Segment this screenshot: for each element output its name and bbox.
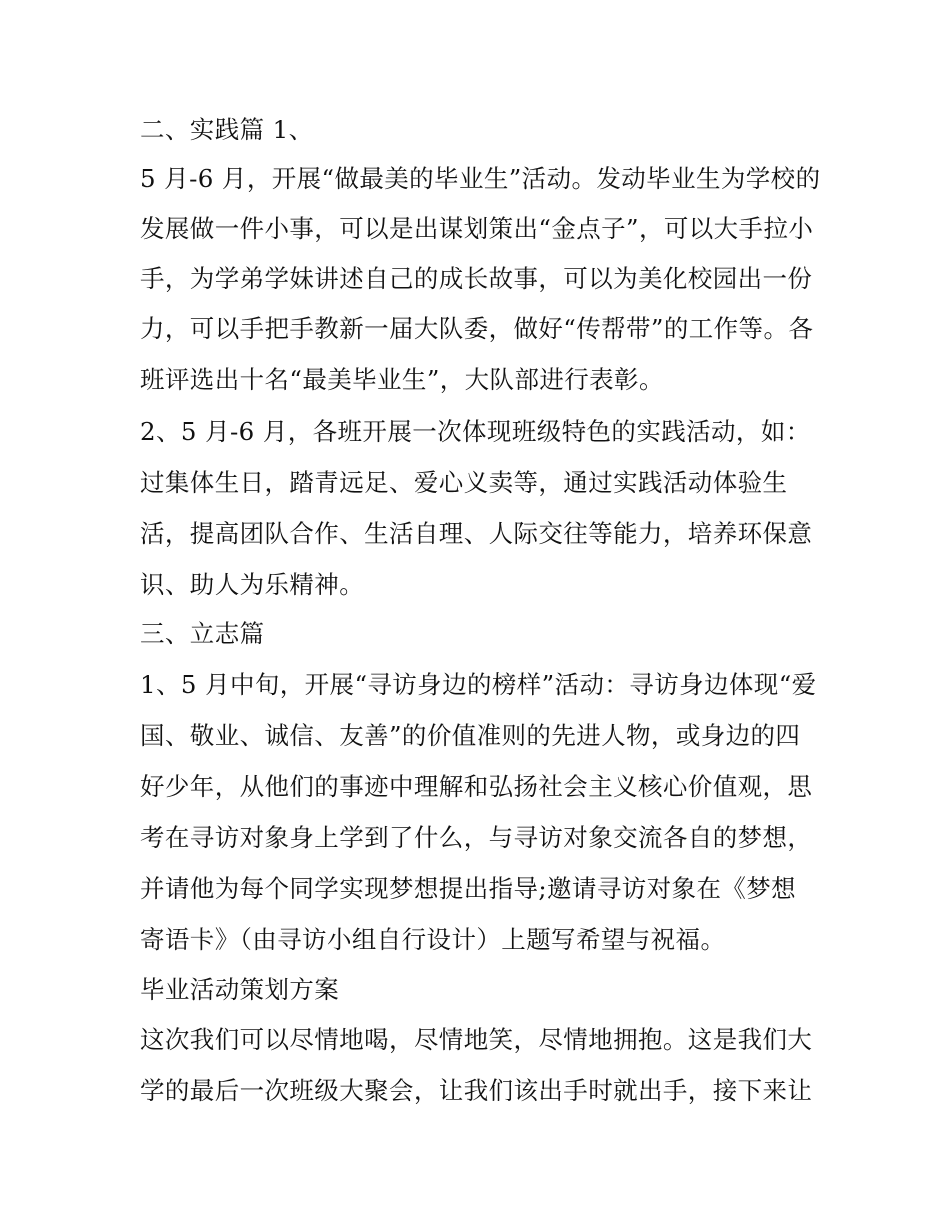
text-line: 寄语卡》（由寻访小组自行设计）上题写希望与祝福。 [140,925,726,954]
text-line: 班评选出十名“最美毕业生”，大队部进行表彰。 [140,365,664,394]
plan-title: 毕业活动策划方案 [140,975,340,1004]
text-line: 过集体生日，踏青远足、爱心义卖等，通过实践活动体验生 [140,468,788,497]
text-line: 2、5 月-6 月，各班开展一次体现班级特色的实践活动，如： [140,417,811,446]
text-line: 学的最后一次班级大聚会，让我们该出手时就出手，接下来让 [140,1076,813,1105]
text-line: 发展做一件小事，可以是出谋划策出“金点子”，可以大手拉小 [140,214,814,243]
text-line: 并请他为每个同学实现梦想提出指导;邀请寻访对象在《梦想 [140,874,797,903]
text-line: 1、5 月中旬，开展“寻访身边的榜样”活动：寻访身边体现“爱 [140,670,817,699]
section-heading-practice: 二、实践篇 1、 [140,115,314,144]
text-line: 识、助人为乐精神。 [140,570,365,599]
text-line: 考在寻访对象身上学到了什么，与寻访对象交流各自的梦想， [140,823,813,852]
text-line: 活，提高团队合作、生活自理、人际交往等能力，培养环保意 [140,519,813,548]
text-line: 手，为学弟学妹讲述自己的成长故事，可以为美化校园出一份 [140,264,813,293]
section-heading-aspiration: 三、立志篇 [140,619,265,648]
text-line: 5 月-6 月，开展“做最美的毕业生”活动。发动毕业生为学校的 [140,164,821,193]
text-line: 好少年，从他们的事迹中理解和弘扬社会主义核心价值观，思 [140,772,813,801]
text-line: 力，可以手把手教新一届大队委，做好“传帮带”的工作等。各 [140,314,814,343]
text-line: 这次我们可以尽情地喝，尽情地笑，尽情地拥抱。这是我们大 [140,1025,813,1054]
text-line: 国、敬业、诚信、友善”的价值准则的先进人物，或身边的四 [140,721,801,750]
